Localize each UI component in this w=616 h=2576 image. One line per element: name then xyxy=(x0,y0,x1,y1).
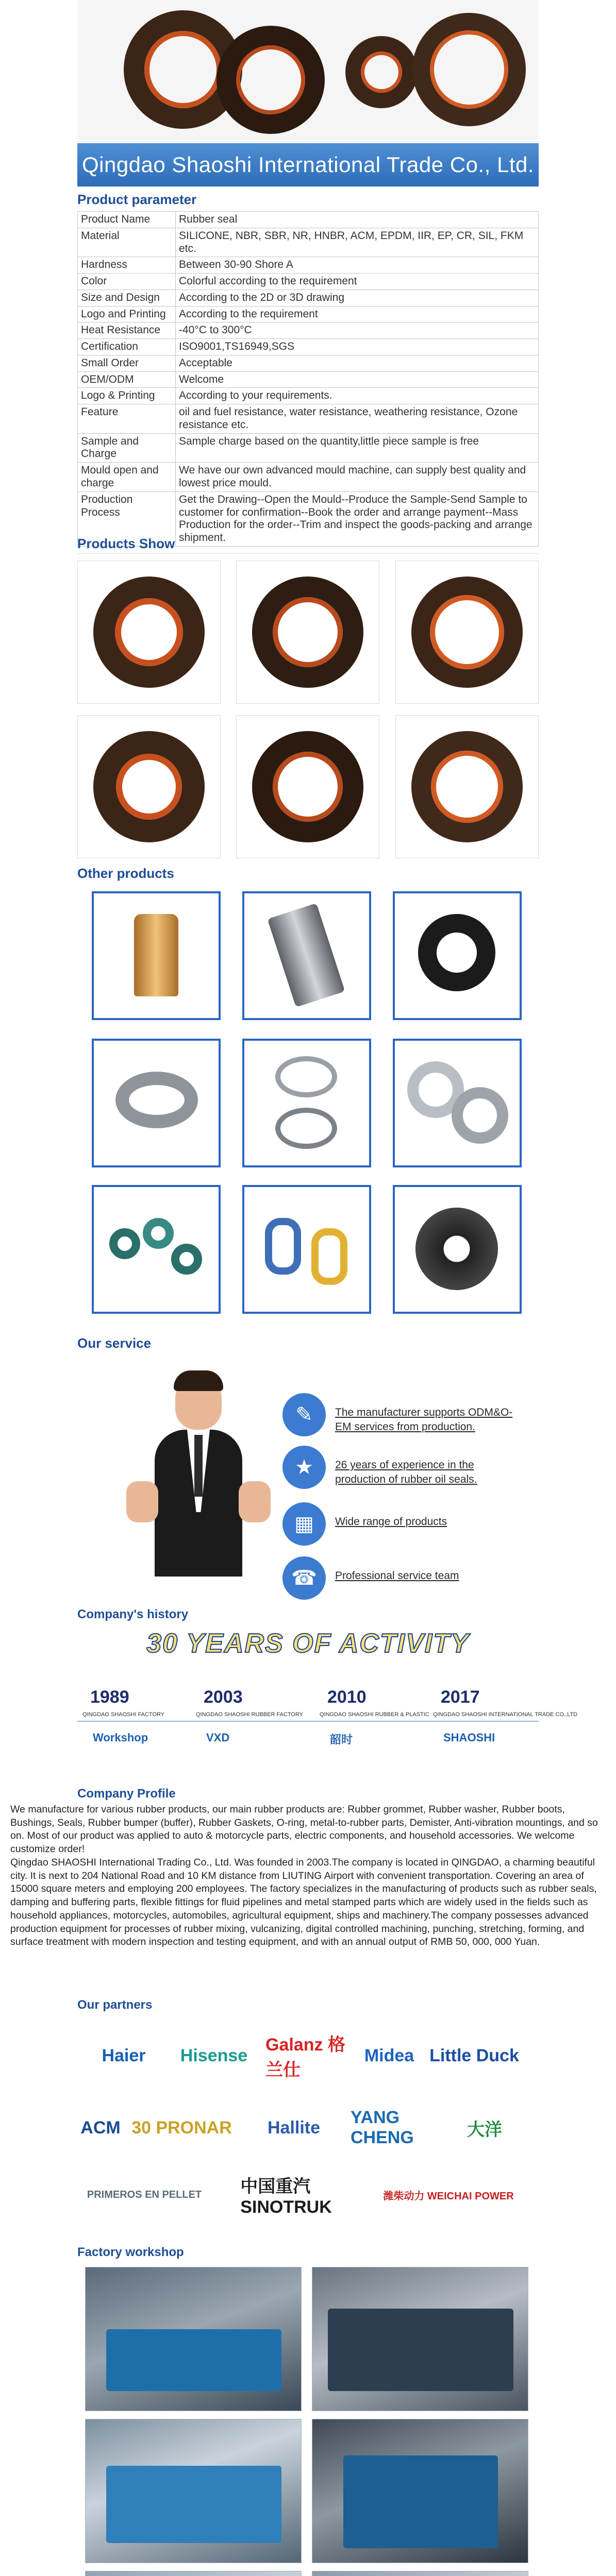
partner-logo: Haier xyxy=(102,2045,146,2065)
workshop-photo xyxy=(312,2267,528,2411)
wrench-icon: ✎ xyxy=(282,1393,326,1436)
param-key: Sample and Charge xyxy=(78,433,176,463)
product-photo xyxy=(395,715,539,858)
partner-logo: 30 PRONAR xyxy=(131,2117,232,2138)
param-value: Rubber seal xyxy=(176,212,539,228)
param-value: Between 30-90 Shore A xyxy=(176,257,539,274)
param-row xyxy=(78,355,539,371)
seal-image xyxy=(217,26,325,134)
history-year-caption: QINGDAO SHAOSHI FACTORY xyxy=(82,1711,165,1718)
workshop-photo xyxy=(85,2571,302,2576)
param-row xyxy=(78,228,539,257)
history-year: 1989 xyxy=(90,1687,129,1707)
param-row xyxy=(78,433,539,463)
partner-logo: Galanz 格兰仕 xyxy=(265,2035,345,2080)
workshop-photo xyxy=(85,2267,302,2411)
other-product-photo xyxy=(393,1185,522,1314)
grid-icon: ▦ xyxy=(282,1502,326,1546)
partner-logo: Hisense xyxy=(180,2045,248,2065)
other-product-photo xyxy=(242,1039,371,1167)
param-key: Small Order xyxy=(78,355,176,371)
product-photo xyxy=(236,715,379,858)
section-title-company-history: Company's history xyxy=(77,1607,189,1621)
service-mascot-image xyxy=(126,1370,271,1577)
product-photo xyxy=(77,561,221,704)
history-year-caption: QINGDAO SHAOSHI RUBBER FACTORY xyxy=(196,1711,304,1718)
history-year: 2003 xyxy=(204,1687,243,1707)
param-key: Material xyxy=(78,228,176,257)
param-value: -40°C to 300°C xyxy=(176,323,539,339)
workshop-photo xyxy=(312,2571,528,2576)
history-banner: 30 YEARS OF ACTIVITY xyxy=(146,1629,470,1658)
param-value: Sample charge based on the quantity,little piece sample is free xyxy=(176,433,539,463)
param-value: Welcome xyxy=(176,371,539,388)
service-item-text: The manufacturer supports ODM&O-EM services from production. xyxy=(335,1406,513,1433)
param-value: SILICONE, NBR, SBR, NR, HNBR, ACM, EPDM, IIR, EP, CR, SIL, FKM etc. xyxy=(176,228,539,257)
param-key: Hardness xyxy=(78,257,176,274)
history-year-caption: QINGDAO SHAOSHI INTERNATIONAL TRADE CO.,LTD xyxy=(433,1711,578,1718)
other-product-photo xyxy=(393,891,522,1020)
param-value: Acceptable xyxy=(176,355,539,371)
history-logo: VXD xyxy=(206,1731,230,1744)
param-value: According to the 2D or 3D drawing xyxy=(176,290,539,306)
company-name-banner: Qingdao Shaoshi International Trade Co., Ltd. xyxy=(77,143,539,187)
param-row xyxy=(78,463,539,492)
param-row xyxy=(78,212,539,228)
seal-image xyxy=(412,13,526,126)
profile-paragraph: Qingdao SHAOSHI International Trading Co., Ltd. Was founded in 2003.The company is located in QINGDAO, a charming beautiful city. It is next to 204 National Road and 10 KM distance from LIUTING Airport with convenient transportation. Covering an area of 15000 square meters and employing 200 employees. The factory specializes in the manufacturing of products such as rubber seals, damping and buffering parts, flexible fittings for fluid pipelines and metal stamped parts which are widely used in the fields such as household appliances, motorcycles, automobiles, agricultural equipment, ships and machinery.The company possesses advanced production equipment for processes of rubber mixing, vulcanizing, digital controlled machining, punching, stretching, forming, and surface treatment with modern inspection and testing equipment, and with an annual output of RMB 50, 000, 000 Yuan. xyxy=(10,1856,597,1948)
param-key: Size and Design xyxy=(78,290,176,306)
profile-paragraph: We manufacture for various rubber products, our main rubber products are: Rubber grommet, Rubber washer, Rubber boots, Bushings, Seals, Rubber bumper (buffer), Rubber Gaskets, O-ring, metal-to-rubber parts, Demister, Anti-vibration mountings, and so on. Most of our product was applied to auto & motorcycle parts, electric components, and household accessories. We welcome customize order! xyxy=(10,1804,598,1855)
medal-icon: ★ xyxy=(282,1446,326,1489)
section-title-our-service: Our service xyxy=(77,1335,152,1351)
param-key: Certification xyxy=(78,339,176,355)
other-product-photo xyxy=(242,891,371,1020)
param-row xyxy=(78,339,539,355)
param-key: Production Process xyxy=(78,492,176,546)
hero-image xyxy=(77,0,539,143)
partner-logo: 中国重汽 SINOTRUK xyxy=(240,2177,332,2217)
param-row xyxy=(78,323,539,339)
param-key: Feature xyxy=(78,404,176,434)
partner-logo: ACM xyxy=(80,2117,121,2138)
param-key: Heat Resistance xyxy=(78,323,176,339)
product-photo xyxy=(395,561,539,704)
section-title-company-profile: Company Profile xyxy=(77,1787,176,1801)
section-title-factory-workshop: Factory workshop xyxy=(77,2245,184,2259)
partner-logo: Little Duck xyxy=(429,2045,519,2065)
partner-logo: 大洋 xyxy=(467,2120,502,2140)
seal-image xyxy=(345,36,418,108)
partner-logo: Midea xyxy=(364,2045,414,2065)
product-photo xyxy=(236,561,379,704)
param-value: According to the requirement xyxy=(176,306,539,323)
param-row xyxy=(78,290,539,306)
partner-logo: PRIMEROS EN PELLET xyxy=(87,2189,202,2200)
param-key: Mould open and charge xyxy=(78,463,176,492)
param-value: Get the Drawing--Open the Mould--Produce the Sample-Send Sample to customer for confirmation--Book the order and arrange payment--Mass Production for the order--Trim and inspect the goods-packing and arrange shipment. xyxy=(176,492,539,546)
partner-logo: Hallite xyxy=(267,2117,321,2138)
history-logo: SHAOSHI xyxy=(443,1731,495,1744)
history-logo: 韶时 xyxy=(330,1733,353,1746)
product-parameter-table xyxy=(77,211,539,547)
history-year-caption: QINGDAO SHAOSHI RUBBER & PLASTIC xyxy=(320,1711,429,1718)
other-product-photo xyxy=(242,1185,371,1314)
param-row xyxy=(78,371,539,388)
param-row xyxy=(78,388,539,404)
workshop-photo xyxy=(85,2419,302,2563)
param-key: Color xyxy=(78,274,176,290)
param-row xyxy=(78,306,539,323)
param-row xyxy=(78,257,539,274)
param-value: Colorful according to the requirement xyxy=(176,274,539,290)
param-row xyxy=(78,404,539,434)
param-key: Logo and Printing xyxy=(78,306,176,323)
param-key: Logo & Printing xyxy=(78,388,176,404)
history-year: 2017 xyxy=(441,1687,480,1707)
param-row xyxy=(78,274,539,290)
history-logo: Workshop xyxy=(93,1731,148,1744)
param-value: We have our own advanced mould machine, can supply best quality and lowest price mould. xyxy=(176,463,539,492)
service-item-text: Professional service team xyxy=(335,1570,459,1582)
company-profile-text xyxy=(10,1803,608,1949)
param-value: oil and fuel resistance, water resistance, weathering resistance, Ozone resistance etc. xyxy=(176,404,539,434)
workshop-photo xyxy=(312,2419,528,2563)
section-title-product-parameter: Product parameter xyxy=(77,192,197,207)
section-title-products-show: Products Show xyxy=(77,536,175,551)
partner-logo: YANG CHENG xyxy=(351,2108,414,2147)
product-photo xyxy=(77,715,221,858)
service-item-text: Wide range of products xyxy=(335,1516,447,1528)
other-product-photo xyxy=(92,1185,221,1314)
param-key: OEM/ODM xyxy=(78,371,176,388)
other-product-photo xyxy=(393,1039,522,1167)
param-value: ISO9001,TS16949,SGS xyxy=(176,339,539,355)
headset-icon: ☎ xyxy=(282,1556,326,1600)
section-title-other-products: Other products xyxy=(77,866,174,881)
param-key: Product Name xyxy=(78,212,176,228)
partner-logo: 潍柴动力 WEICHAI POWER xyxy=(383,2190,514,2202)
section-title-our-partners: Our partners xyxy=(77,1998,153,2012)
service-item-text: 26 years of experience in the production of rubber oil seals. xyxy=(335,1459,477,1486)
other-product-photo xyxy=(92,891,221,1020)
other-product-photo xyxy=(92,1039,221,1167)
param-value: According to your requirements. xyxy=(176,388,539,404)
history-year: 2010 xyxy=(327,1687,367,1707)
